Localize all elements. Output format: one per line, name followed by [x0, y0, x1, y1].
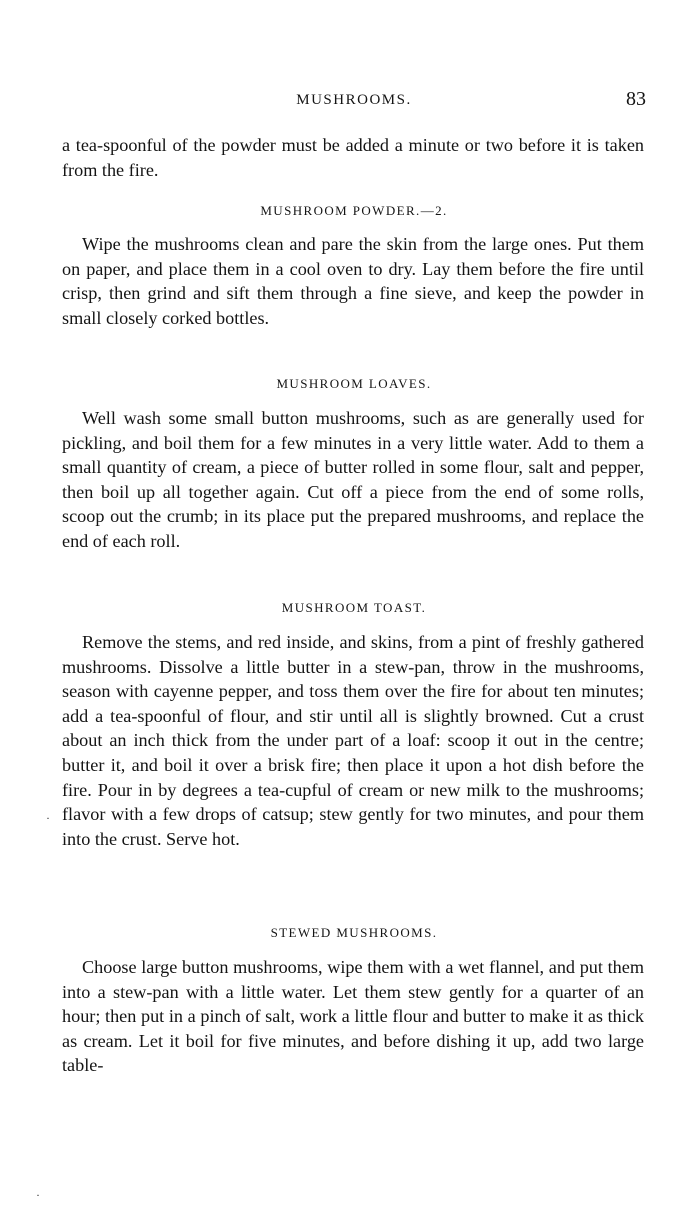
corner-speck: · [36, 1188, 40, 1202]
running-title: MUSHROOMS. [296, 92, 412, 108]
page-number: 83 [626, 88, 646, 110]
paragraph-stewed-mushrooms: Choose large button mushrooms, wipe them with a wet flannel, and put them into a stew-pan with a little water. Let them stew gently for a quarter of an hour; then put in a pinch of salt, work a little flour and butter to make it as thick as cream. Let it boil for five minutes, and before dishing it up, add two large table- [62, 957, 644, 1076]
heading-mushroom-powder-2: MUSHROOM POWDER.—2. [260, 203, 448, 218]
paragraph-powder-continued: a tea-spoonful of the powder must be added a minute or two before it is taken from the fire. [62, 135, 644, 180]
paragraph-mushroom-toast: Remove the stems, and red inside, and skins, from a pint of freshly gathered mushrooms. Dissolve a little butter in a stew-pan, throw in the mushrooms, season with cayenne pepper, and toss them over the fire for about ten minutes; add a tea-spoonful of flour, and stir until all is slightly browned. Cut a crust about an inch thick from the under part of a loaf: scoop it out in the centre; butter it, and boil it over a brisk fire; then place it upon a hot dish before the fire. Pour in by degrees a tea-cupful of cream or new milk to the mushrooms; flavor with a few drops of catsup; stew gently for two minutes, and pour them into the crust. Serve hot. [62, 632, 644, 849]
paragraph-mushroom-loaves: Well wash some small button mushrooms, such as are generally used for pickling, and boil them for a few minutes in a very little water. Add to them a small quantity of cream, a piece of butter rolled in some flour, salt and pepper, then boil up all together again. Cut off a piece from the end of some rolls, scoop out the crumb; in its place put the prepared mushrooms, and replace the end of each roll. [62, 408, 644, 551]
heading-mushroom-toast: MUSHROOM TOAST. [281, 600, 427, 615]
heading-stewed-mushrooms: STEWED MUSHROOMS. [270, 925, 438, 940]
heading-mushroom-loaves: MUSHROOM LOAVES. [276, 376, 432, 391]
paragraph-mushroom-powder-2: Wipe the mushrooms clean and pare the skin from the large ones. Put them on paper, and place them in a cool oven to dry. Lay them before the fire until crisp, then grind and sift them through a fine sieve, and keep the powder in small closely corked bottles. [62, 234, 644, 328]
running-head [62, 88, 646, 114]
margin-speck: · [46, 811, 50, 825]
